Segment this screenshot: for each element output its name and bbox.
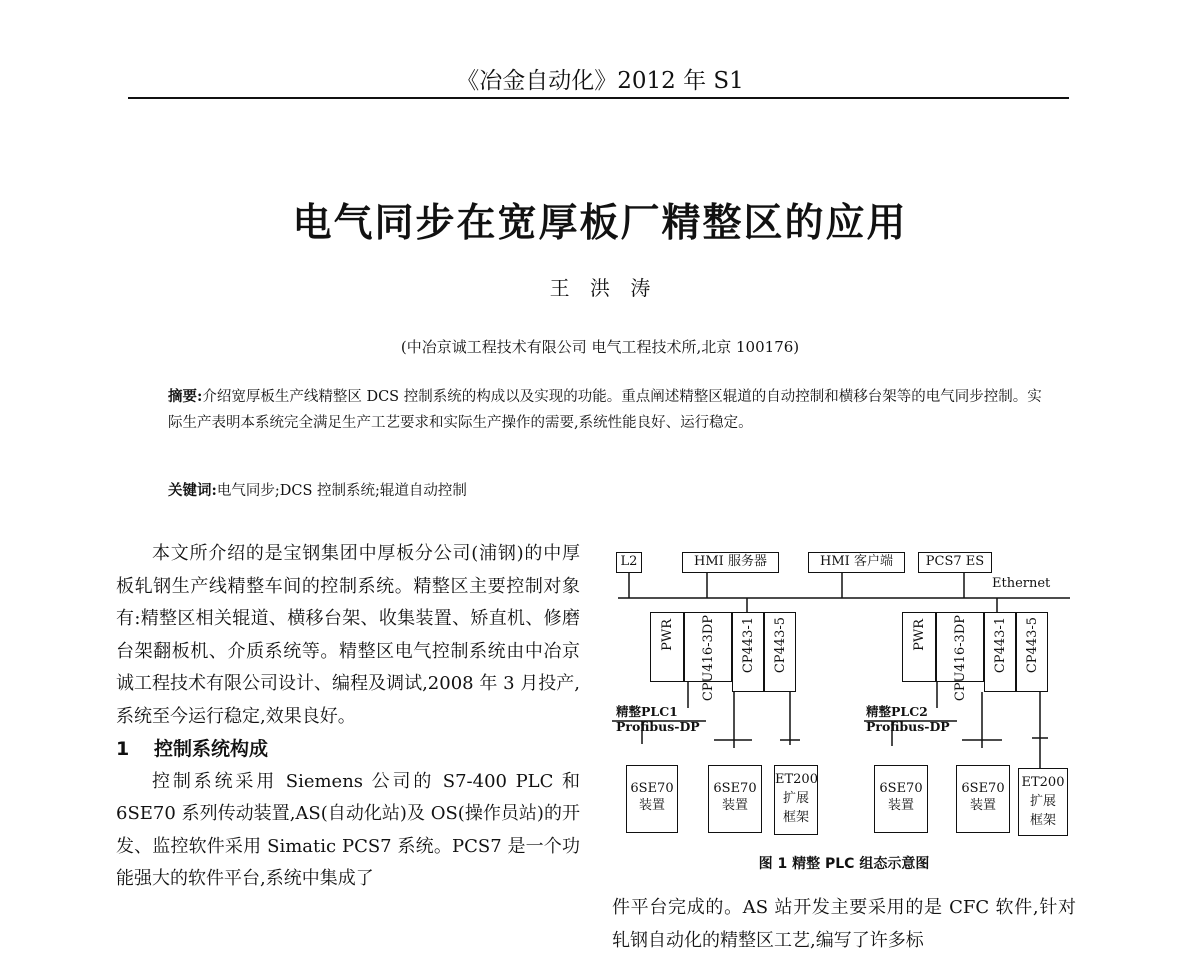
section-paragraph: 控制系统采用 Siemens 公司的 S7-400 PLC 和 6SE70 系列传动装置,AS(自动化站)及 OS(操作员站)的开发、监控软件采用 Simatic PCS7 系统。PCS7 是一个功能强大的软件平台,系统中集成了	[116, 770, 580, 889]
et200-sub2: 框架	[1029, 813, 1056, 828]
et200-label: ET200	[775, 772, 818, 787]
plc1-cpu	[684, 612, 732, 702]
plc2-drive-b	[956, 765, 1010, 833]
plc1-et200	[774, 765, 818, 835]
plc2-pwr-label: PWR	[911, 619, 927, 651]
section-number: 1	[116, 738, 130, 760]
ethernet-label: Ethernet	[992, 576, 1051, 591]
et200-sub2: 框架	[782, 810, 809, 825]
plc2-drive-a	[874, 765, 928, 833]
et200-sub1: 扩展	[782, 791, 809, 806]
plc2-label	[866, 704, 950, 734]
figure-plc-diagram	[612, 540, 1076, 840]
plc2-et200	[1018, 768, 1068, 836]
plc1-cp443-5-label: CP443-5	[772, 617, 788, 674]
left-column	[116, 538, 580, 896]
box-pcs7-es: PCS7 ES	[918, 552, 992, 573]
plc1-cp443-1	[732, 612, 764, 692]
intro-paragraph: 本文所介绍的是宝钢集团中厚板分公司(浦钢)的中厚板轧钢生产线精整车间的控制系统。精整区主要控制对象有:精整区相关辊道、横移台架、收集装置、矫直机、修磨台架翻板机、介质系统等。精整区电气控制系统由中冶京诚工程技术有限公司设计、编程及调试,2008 年 3 月投产,系统至今运行稳定,效果良好。	[116, 543, 580, 727]
plc1-drive-a	[626, 765, 678, 833]
plc1-cp443-1-label: CP443-1	[740, 617, 756, 674]
plc1-pwr-label: PWR	[659, 619, 675, 651]
section-title: 控制系统构成	[154, 738, 269, 760]
abstract	[168, 384, 1048, 436]
plc1-label-name: 精整PLC1	[616, 704, 678, 719]
abstract-text: 介绍宽厚板生产线精整区 DCS 控制系统的构成以及实现的功能。重点阐述精整区辊道的自动控制和横移台架等的电气同步控制。实际生产表明本系统完全满足生产工艺要求和实际生产操作的需要,系统性能良好、运行稳定。	[168, 389, 1042, 431]
figure-caption: 图 1 精整 PLC 组态示意图	[758, 856, 930, 872]
keywords-text: 电气同步;DCS 控制系统;辊道自动控制	[216, 483, 467, 499]
section-heading	[116, 733, 580, 766]
plc1-label	[616, 704, 700, 734]
paper-title: 电气同步在宽厚板厂精整区的应用	[292, 201, 908, 246]
plc2-cp443-1	[984, 612, 1016, 692]
box-hmi-client: HMI 客户端	[808, 552, 905, 573]
plc2-cpu	[936, 612, 984, 702]
author: 王 洪 涛	[549, 276, 651, 300]
et200-sub1: 扩展	[1029, 794, 1056, 809]
plc2-cp443-5	[1016, 612, 1048, 692]
drive-sub: 装置	[969, 798, 996, 813]
et200-label: ET200	[1021, 775, 1065, 790]
drive-sub: 装置	[638, 798, 665, 813]
drive-sub: 装置	[887, 798, 914, 813]
plc2-label-name: 精整PLC2	[866, 704, 928, 719]
journal-header: 《冶金自动化》2012 年 S1	[456, 68, 744, 94]
drive-label: 6SE70	[630, 781, 674, 796]
plc1-cpu-label: CPU416-3DP	[700, 615, 716, 702]
header-rule	[128, 97, 1069, 99]
plc1-cp443-5	[764, 612, 796, 692]
drive-label: 6SE70	[879, 781, 923, 796]
plc2-cpu-label: CPU416-3DP	[952, 615, 968, 702]
plc1-drive-b	[708, 765, 762, 833]
keywords-label: 关键词:	[168, 482, 217, 499]
plc1-label-bus: Profibus-DP	[616, 719, 700, 734]
affiliation: (中冶京诚工程技术有限公司 电气工程技术所,北京 100176)	[400, 338, 800, 356]
drive-label: 6SE70	[713, 781, 757, 796]
plc2-cp443-1-label: CP443-1	[992, 617, 1008, 674]
plc2-label-bus: Profibus-DP	[866, 719, 950, 734]
drive-label: 6SE70	[961, 781, 1005, 796]
keywords	[168, 479, 1048, 500]
drive-sub: 装置	[721, 798, 748, 813]
right-column-text: 件平台完成的。AS 站开发主要采用的是 CFC 软件,针对轧钢自动化的精整区工艺,编写了许多标	[612, 897, 1076, 951]
plc2-pwr	[902, 612, 936, 682]
box-l2: L2	[616, 552, 642, 573]
plc2-cp443-5-label: CP443-5	[1024, 617, 1040, 674]
abstract-label: 摘要:	[168, 388, 203, 405]
plc1-pwr	[650, 612, 684, 682]
box-hmi-server: HMI 服务器	[682, 552, 779, 573]
